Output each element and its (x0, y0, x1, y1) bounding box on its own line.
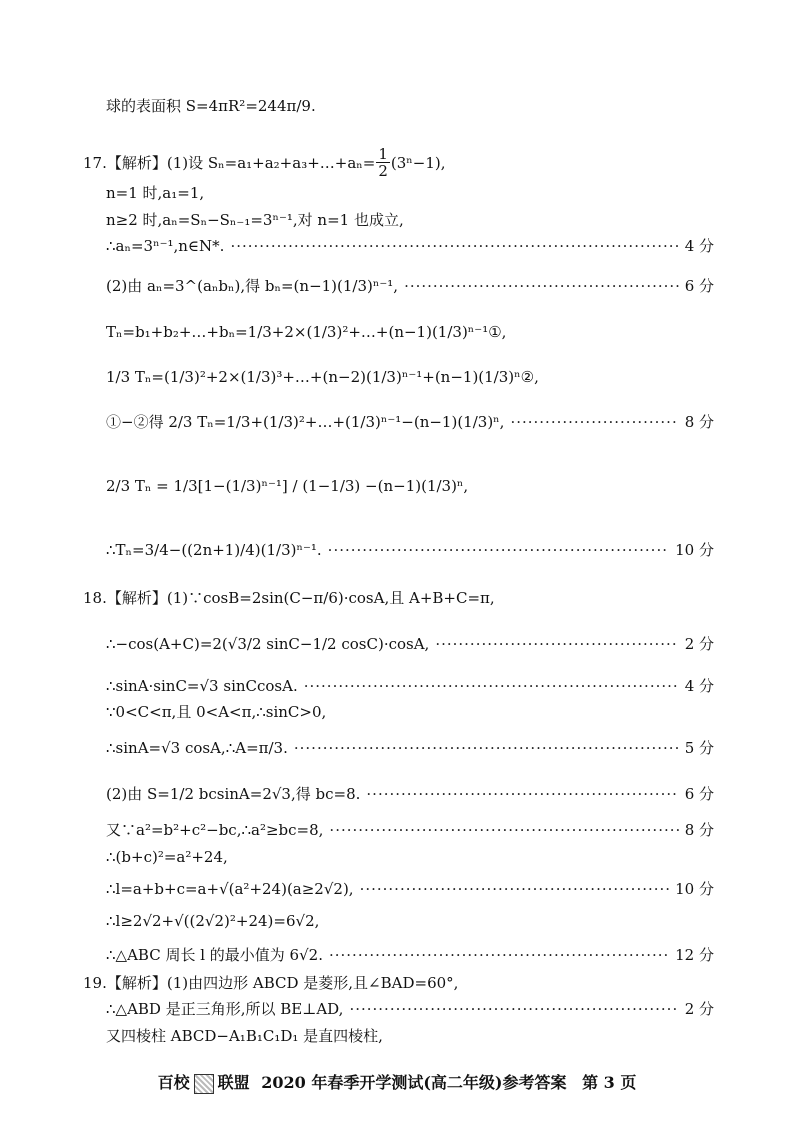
line-a-value: ∴sinA=√3 cosA,∴A=π/3. ····· 5 分 (106, 738, 714, 758)
line-perimeter: ∴l=a+b+c=a+√(a²+24)(a≥2√2), ····· 10 分 (106, 879, 714, 899)
leader-dots (329, 820, 678, 840)
line-tn-third: 1/3 Tₙ=(1/3)²+2×(1/3)³+…+(n−2)(1/3)ⁿ⁻¹+(n−1)(1/3)ⁿ②, (106, 368, 539, 386)
line-tn-final: ∴Tₙ=3/4−((2n+1)/4)(1/3)ⁿ⁻¹. ····· 10 分 (106, 540, 714, 560)
leader-dots (360, 879, 670, 899)
leader-dots (366, 784, 678, 804)
line-cosine-rule: 又∵a²=b²+c²−bc,∴a²≥bc=8, ····· 8 分 (106, 820, 714, 840)
line-19-header: 19.【解析】(1)由四边形 ABCD 是菱形,且∠BAD=60°, (83, 974, 459, 992)
line-subtract: ①−②得 2/3 Tₙ=1/3+(1/3)²+…+(1/3)ⁿ⁻¹−(n−1)(1/3)ⁿ, ····· 8 分 (106, 412, 714, 432)
leader-dots (230, 236, 678, 256)
league-logo-icon (194, 1074, 214, 1094)
line-surface-area: 球的表面积 S=4πR²=244π/9. (106, 97, 316, 115)
leader-dots (329, 945, 669, 965)
line-an-result: ∴aₙ=3ⁿ⁻¹,n∈N*. ····· 4 分 (106, 236, 714, 256)
leader-dots (349, 999, 678, 1019)
line-area: (2)由 S=1/2 bcsinA=2√3,得 bc=8. ····· 6 分 (106, 784, 714, 804)
line-17-header: 17.【解析】(1)设 Sₙ=a₁+a₂+a₃+…+aₙ= $\frac{1}{2}$ (3ⁿ−1), (83, 145, 446, 180)
brand-left: 百校 (157, 1073, 190, 1092)
page-number: 第 3 页 (582, 1073, 637, 1092)
line-tn-geometric: 2/3 Tₙ = 1/3[1−(1/3)ⁿ⁻¹] / (1−1/3) −(n−1)(1/3)ⁿ, (106, 477, 469, 495)
leader-dots (435, 634, 678, 654)
line-cos-expansion: ∴−cos(A+C)=2(√3/2 sinC−1/2 cosC)·cosA, ····· 2 分 (106, 634, 714, 654)
line-range: ∵0<C<π,且 0<A<π,∴sinC>0, (106, 703, 327, 721)
line-tn-sum: Tₙ=b₁+b₂+…+bₙ=1/3+2×(1/3)²+…+(n−1)(1/3)ⁿ⁻¹①, (106, 323, 507, 341)
line-sina-sinc: ∴sinA·sinC=√3 sinCcosA. ····· 4 分 (106, 676, 714, 696)
line-triangle: ∴△ABD 是正三角形,所以 BE⊥AD, ····· 2 分 (106, 999, 714, 1019)
line-bc-square: ∴(b+c)²=a²+24, (106, 848, 228, 866)
line-perimeter-bound: ∴l≥2√2+√((2√2)²+24)=6√2, (106, 912, 320, 930)
line-n1: n=1 时,a₁=1, (106, 184, 205, 202)
leader-dots (328, 540, 669, 560)
leader-dots (294, 738, 679, 758)
line-bn: (2)由 aₙ=3^(aₙbₙ),得 bₙ=(n−1)(1/3)ⁿ⁻¹, ····· 6 分 (106, 276, 714, 296)
line-n2: n≥2 时,aₙ=Sₙ−Sₙ₋₁=3ⁿ⁻¹,对 n=1 也成立, (106, 211, 404, 229)
brand-right: 联盟 (217, 1073, 250, 1092)
fraction: $\frac{1}{2}$ (378, 145, 388, 180)
line-prism: 又四棱柱 ABCD−A₁B₁C₁D₁ 是直四棱柱, (106, 1027, 383, 1045)
line-min-perimeter: ∴△ABC 周长 l 的最小值为 6√2. ····· 12 分 (106, 945, 714, 965)
footer-title: 2020 年春季开学测试(高二年级)参考答案 (261, 1073, 567, 1092)
leader-dots (404, 276, 679, 296)
leader-dots (304, 676, 679, 696)
page-footer (0, 1070, 794, 1094)
line-18-header: 18.【解析】(1)∵cosB=2sin(C−π/6)·cosA,且 A+B+C=π, (83, 589, 495, 607)
leader-dots (510, 412, 678, 432)
